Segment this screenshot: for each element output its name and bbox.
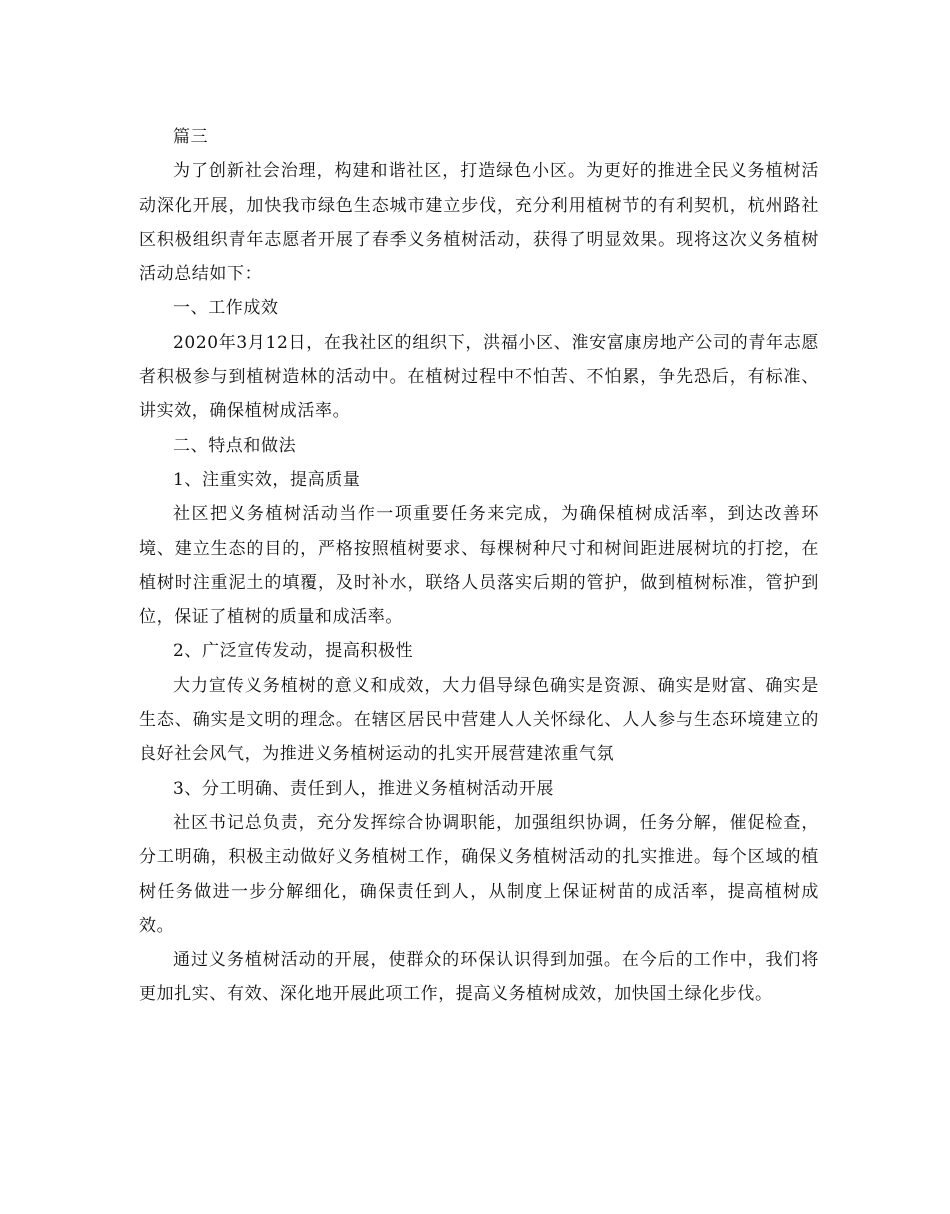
heading-work-results: 一、工作成效 <box>173 298 279 319</box>
intro-paragraph: 为了创新社会治理，构建和谐社区，打造绿色小区。为更好的推进全民义务植树活动深化开展，加快我市绿色生态城市建立步伐，充分利用植树节的有利契机，杭州路社区积极组织青年志愿者开展了春季义务植树活动，获得了明显效果。现将这次义务植树活动总结如下： <box>139 161 819 285</box>
document-body <box>139 120 819 1012</box>
paragraph-3: 社区书记总负责，充分发挥综合协调职能，加强组织协调，任务分解，催促检查，分工明确，积极主动做好义务植树工作，确保义务植树活动的扎实推进。每个区域的植树任务做进一步分解细化，确保责任到人，从制度上保证树苗的成活率，提高植树成效。 <box>139 812 819 936</box>
section-title: 篇三 <box>173 127 209 147</box>
heading-features-methods: 二、特点和做法 <box>173 435 297 456</box>
closing-paragraph: 通过义务植树活动的开展，使群众的环保认识得到加强。在今后的工作中，我们将更加扎实、有效、深化地开展此项工作，提高义务植树成效，加快国土绿化步伐。 <box>139 950 819 1005</box>
subheading-3: 3、分工明确、责任到人，推进义务植树活动开展 <box>173 778 555 799</box>
subheading-2: 2、广泛宣传发动，提高积极性 <box>173 641 414 662</box>
paragraph-1: 社区把义务植树活动当作一项重要任务来完成，为确保植树成活率，到达改善环境、建立生态的目的，严格按照植树要求、每棵树种尺寸和树间距进展树坑的打挖，在植树时注重泥土的填覆，及时补水，联络人员落实后期的管护，做到植树标准，管护到位，保证了植树的质量和成活率。 <box>139 504 819 628</box>
paragraph-work-results: 2020年3月12日，在我社区的组织下，洪福小区、淮安富康房地产公司的青年志愿者积极参与到植树造林的活动中。在植树过程中不怕苦、不怕累，争先恐后，有标准、讲实效，确保植树成活率。 <box>139 332 819 422</box>
paragraph-2: 大力宣传义务植树的意义和成效，大力倡导绿色确实是资源、确实是财富、确实是生态、确实是文明的理念。在辖区居民中营建人人关怀绿化、人人参与生态环境建立的良好社会风气，为推进义务植树运动的扎实开展营建浓重气氛 <box>139 675 819 765</box>
subheading-1: 1、注重实效，提高质量 <box>173 469 361 490</box>
